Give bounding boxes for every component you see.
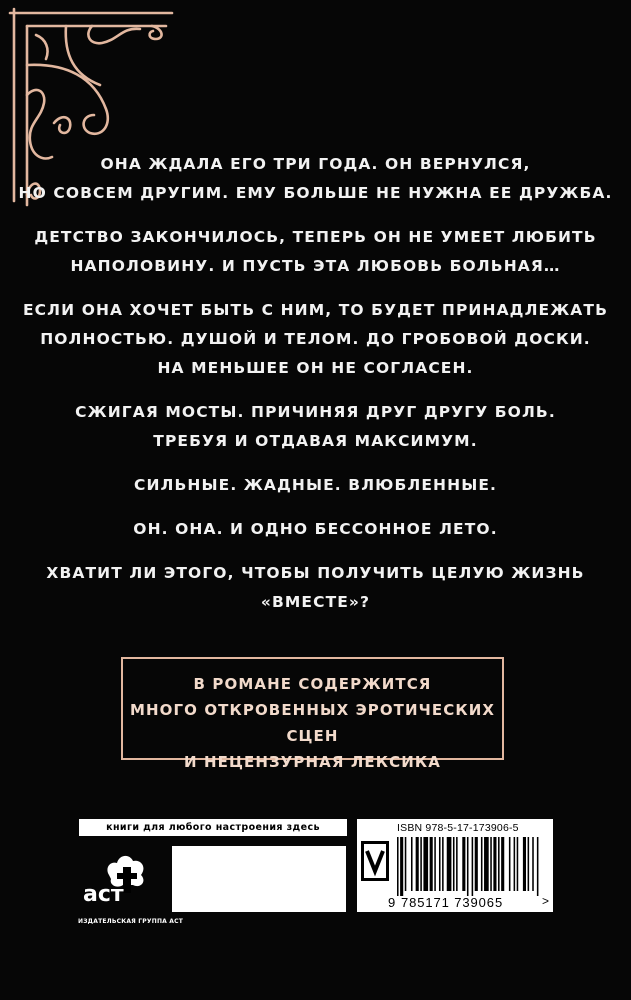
warning-line: В РОМАНЕ СОДЕРЖИТСЯ [193,675,432,693]
barcode-bar [517,837,519,891]
barcode-bar [475,837,478,891]
barcode-bar [493,837,496,891]
barcode-bar [509,837,511,891]
barcode-icon [397,837,540,896]
barcode-bar [481,837,483,891]
warning-line: МНОГО ОТКРОВЕННЫХ ЭРОТИЧЕСКИХ СЦЕН [129,701,496,745]
warning-line: И НЕЦЕНЗУРНАЯ ЛЕКСИКА [184,753,441,771]
logo-text: аст [83,882,124,907]
blank-sticker-area [172,846,346,912]
barcode-end-mark: > [542,894,550,908]
v-badge-icon [361,841,389,881]
blurb-line: НА МЕНЬШЕЕ ОН НЕ СОГЛАСЕН. [157,359,474,377]
barcode-bar [420,837,422,891]
publisher-tagline: книги для любого настроения здесь [79,819,347,836]
blurb-paragraph [0,398,631,456]
blurb-paragraph [0,515,631,544]
barcode-bar [434,837,436,891]
blurb-line: ОН. ОНА. И ОДНО БЕССОННОЕ ЛЕТО. [133,520,498,538]
barcode-bar [467,837,469,896]
barcode-bar [462,837,465,891]
content-warning-box [121,657,504,771]
publisher-caption: ИЗДАТЕЛЬСКАЯ ГРУППА АСТ [78,918,184,925]
barcode-bar [400,837,403,896]
barcode-bar [411,837,413,891]
barcode-first-digit: 9 [388,895,396,910]
barcode-bar [514,837,516,891]
barcode-bar [528,837,530,891]
barcode-bar [537,837,539,896]
blurb-paragraph [0,223,631,281]
blurb-line: СЖИГАЯ МОСТЫ. ПРИЧИНЯЯ ДРУГ ДРУГУ БОЛЬ. [75,403,556,421]
barcode-bar [442,837,444,891]
blurb-paragraph [0,471,631,500]
barcode-bar [472,837,474,896]
barcode-bar [501,837,504,891]
barcode-bar [484,837,489,891]
barcode-bar [523,837,526,891]
blurb-line: НАПОЛОВИНУ. И ПУСТЬ ЭТА ЛЮБОВЬ БОЛЬНАЯ… [70,257,561,275]
blurb-paragraph [0,150,631,208]
blurb-line: ТРЕБУЯ И ОТДАВАЯ МАКСИМУМ. [153,432,478,450]
blurb-line: СИЛЬНЫЕ. ЖАДНЫЕ. ВЛЮБЛЕННЫЕ. [133,476,498,494]
blurb-line: НО СОВСЕМ ДРУГИМ. ЕМУ БОЛЬШЕ НЕ НУЖНА ЕЕ ДРУЖБА. [18,184,613,202]
isbn-label: ISBN 978-5-17-173906-5 [397,822,519,834]
barcode-bar [447,837,452,891]
blurb-line: ДЕТСТВО ЗАКОНЧИЛОСЬ, ТЕПЕРЬ ОН НЕ УМЕЕТ ЛЮБИТЬ [34,228,597,246]
barcode-digits: 785171 739065 [401,895,504,910]
blurb-paragraph [0,559,631,617]
barcode-bar [416,837,419,891]
publisher-logo [79,845,151,915]
barcode-bar [439,837,441,891]
ast-logo-icon [79,845,151,915]
blurb-text [0,150,631,632]
barcode-bar [430,837,433,891]
blurb-line: ЕСЛИ ОНА ХОЧЕТ БЫТЬ С НИМ, ТО БУДЕТ ПРИНАДЛЕЖАТЬ [22,301,608,319]
barcode-bar [453,837,455,891]
barcode-bar [498,837,500,891]
blurb-line: ХВАТИТ ЛИ ЭТОГО, ЧТОБЫ ПОЛУЧИТЬ ЦЕЛУЮ ЖИЗНЬ «ВМЕСТЕ»? [46,564,585,611]
barcode-bar [532,837,534,891]
blurb-line: ОНА ЖДАЛА ЕГО ТРИ ГОДА. ОН ВЕРНУЛСЯ, [100,155,531,173]
barcode-bar [456,837,458,891]
barcode-bar [423,837,428,891]
barcode-bar [490,837,492,891]
barcode-bar [397,837,399,896]
isbn-barcode-block [357,819,553,912]
barcode-bar [405,837,407,891]
blurb-line: ПОЛНОСТЬЮ. ДУШОЙ И ТЕЛОМ. ДО ГРОБОВОЙ ДОСКИ. [40,330,591,348]
blurb-paragraph [0,296,631,383]
